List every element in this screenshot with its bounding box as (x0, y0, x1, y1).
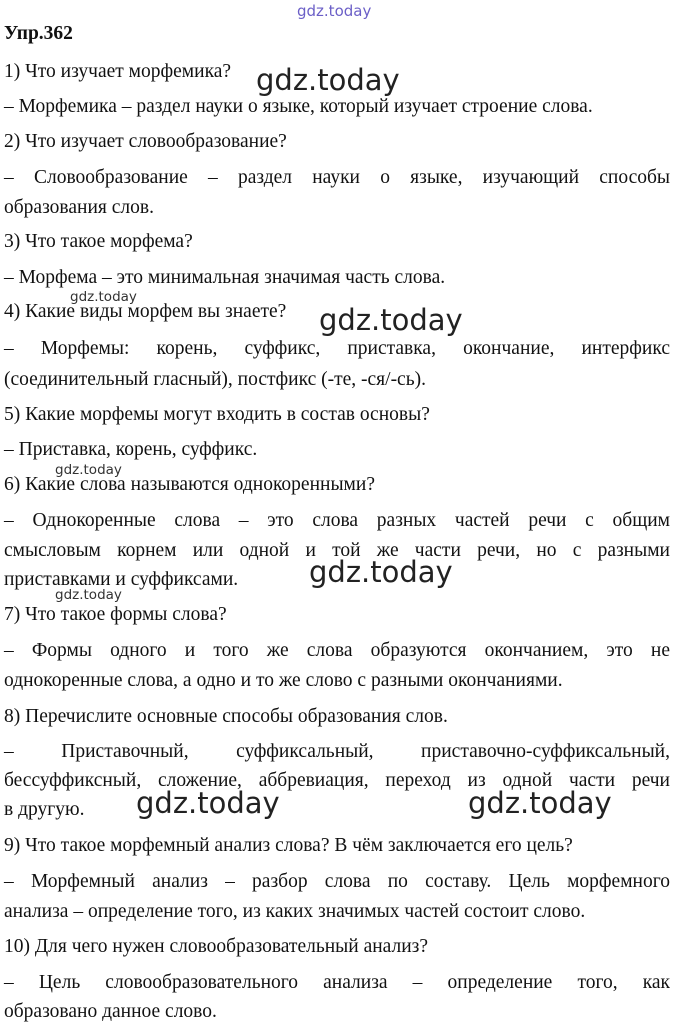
question-5: 5) Какие морфемы могут входить в состав основы? (4, 404, 430, 425)
question-10: 10) Для чего нужен словообразовательный анализ? (4, 936, 429, 957)
answer-6-line-3: приставками и суффиксами. (4, 569, 239, 590)
answer-7-line-1: – Формы одного и того же слова образуются окончанием, это не (4, 640, 670, 661)
answer-9-line-1: – Морфемный анализ – разбор слова по составу. Цель морфемного (4, 871, 670, 892)
answer-1: – Морфемика – раздел науки о языке, который изучает строение слова. (4, 96, 593, 117)
question-7: 7) Что такое формы слова? (4, 604, 227, 625)
watermark-8: gdz.today (468, 786, 612, 820)
question-3: 3) Что такое морфема? (4, 231, 193, 252)
answer-2-line-2: образования слов. (4, 197, 154, 218)
answer-4-line-2: (соединительный гласный), постфикс (-те, -ся/-сь). (4, 369, 426, 390)
watermark-6: gdz.today (309, 555, 453, 589)
answer-8-line-1: – Приставочный, суффиксальный, приставочно-суффиксальный, (4, 741, 670, 762)
exercise-title: Упр.362 (4, 23, 73, 44)
question-6: 6) Какие слова называются однокоренными? (4, 474, 375, 495)
question-1: 1) Что изучает морфемика? (4, 61, 232, 82)
watermark-5: gdz.today (55, 587, 122, 603)
answer-6-line-1: – Однокоренные слова – это слова разных частей речи с общим (4, 510, 670, 531)
answer-7-line-2: однокоренные слова, а одно и то же слово с разными окончаниями. (4, 670, 563, 691)
answer-9-line-2: анализа – определение того, из каких значимых частей состоит слово. (4, 901, 586, 922)
question-4: 4) Какие виды морфем вы знаете? (4, 301, 287, 322)
question-9: 9) Что такое морфемный анализ слова? В чём заключается его цель? (4, 835, 573, 856)
question-2: 2) Что изучает словообразование? (4, 131, 287, 152)
watermark-3: gdz.today (319, 303, 463, 337)
question-8: 8) Перечислите основные способы образования слов. (4, 706, 448, 727)
watermark-1: gdz.today (256, 63, 400, 97)
answer-2-line-1: – Словообразование – раздел науки о языке, изучающий способы (4, 167, 670, 188)
watermark-7: gdz.today (136, 786, 280, 820)
answer-8-line-3: в другую. (4, 799, 85, 820)
watermark-2: gdz.today (70, 289, 137, 305)
answer-6-line-2: смысловым корнем или одной и той же части речи, но с разными (4, 540, 670, 561)
watermark-top: gdz.today (297, 2, 372, 20)
answer-5: – Приставка, корень, суффикс. (4, 439, 258, 460)
answer-4-line-1: – Морфемы: корень, суффикс, приставка, окончание, интерфикс (4, 338, 670, 359)
answer-10-line-1: – Цель словообразовательного анализа – определение того, как (4, 972, 670, 993)
answer-3: – Морфема – это минимальная значимая часть слова. (4, 267, 446, 288)
watermark-4: gdz.today (55, 462, 122, 478)
answer-8-line-2: бессуффиксный, сложение, аббревиация, переход из одной части речи (4, 770, 670, 791)
answer-10-line-2: образовано данное слово. (4, 1001, 217, 1022)
